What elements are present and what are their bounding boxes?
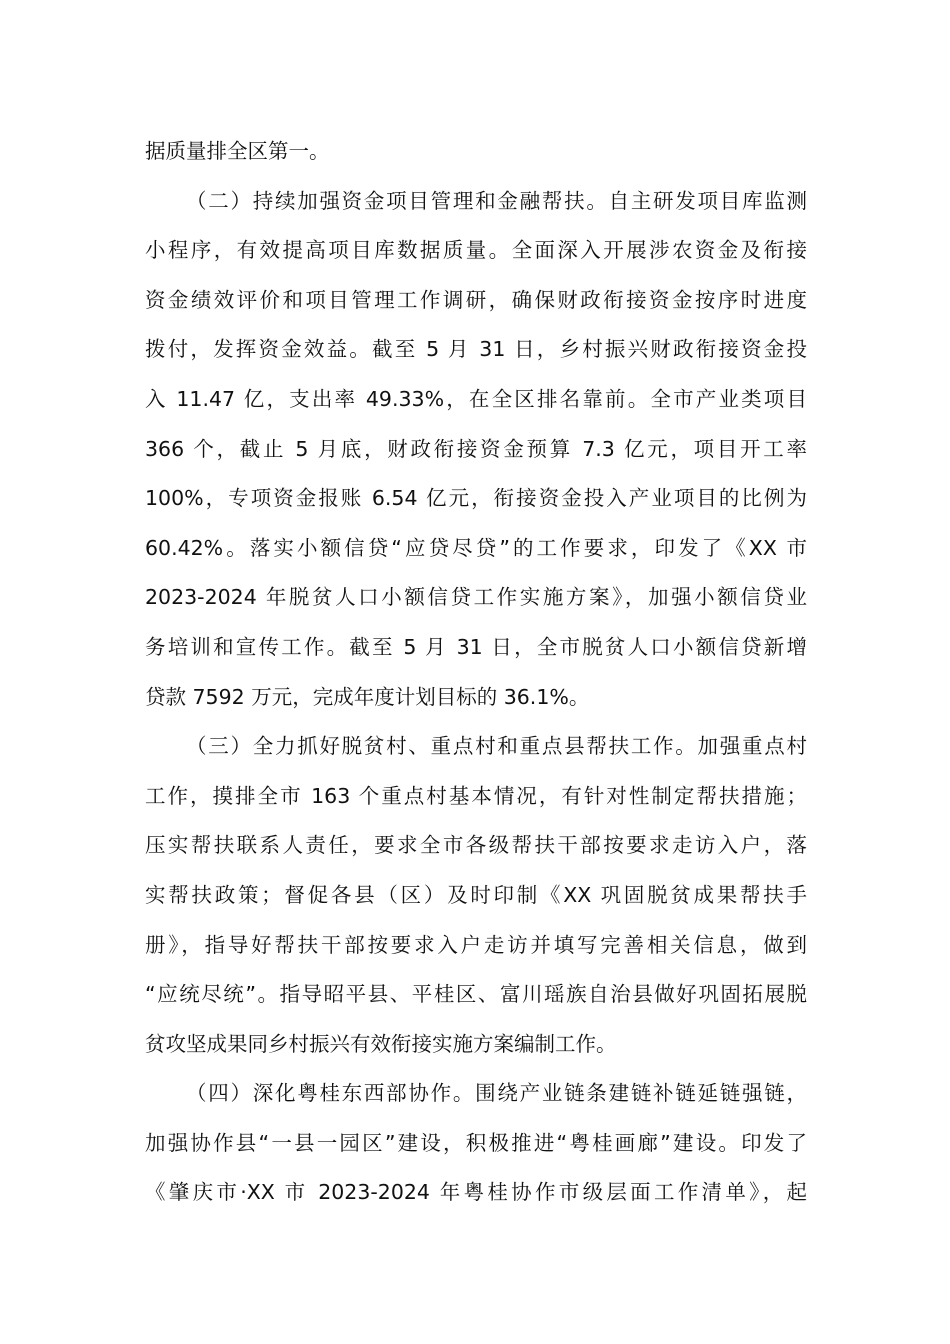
text-line: 工作，摸排全市 163 个重点村基本情况，有针对性制定帮扶措施； — [145, 783, 807, 808]
text-line: 《肇庆市·XX 市 2023-2024 年粤桂协作市级层面工作清单》，起 — [145, 1180, 807, 1205]
text-line: 贷款 7592 万元，完成年度计划目标的 36.1%。 — [145, 684, 590, 709]
text-line: （二）持续加强资金项目管理和金融帮扶。自主研发项目库监测 — [186, 188, 807, 213]
text-line: 60.42%。落实小额信贷“应贷尽贷”的工作要求，印发了《XX 市 — [145, 535, 807, 560]
text-line: 加强协作县“一县一园区”建设，积极推进“粤桂画廊”建设。印发了 — [145, 1130, 807, 1155]
paragraph-section-3 — [145, 722, 807, 1069]
text-line: 据质量排全区第一。 — [145, 139, 330, 163]
document-body — [145, 127, 807, 1218]
text-line: 压实帮扶联系人责任，要求全市各级帮扶干部按要求走访入户，落 — [145, 833, 807, 858]
text-line: 贫攻坚成果同乡村振兴有效衔接实施方案编制工作。 — [145, 1031, 617, 1056]
paragraph-continuation — [145, 127, 807, 177]
text-line: 册》，指导好帮扶干部按要求入户走访并填写完善相关信息，做到 — [145, 932, 807, 957]
text-line: “应统尽统”。指导昭平县、平桂区、富川瑶族自治县做好巩固拓展脱 — [145, 982, 807, 1007]
text-line: 入 11.47 亿，支出率 49.33%，在全区排名靠前。全市产业类项目 — [145, 386, 807, 411]
text-line: （三）全力抓好脱贫村、重点村和重点县帮扶工作。加强重点村 — [186, 734, 807, 759]
paragraph-section-4 — [145, 1069, 807, 1218]
paragraph-section-2 — [145, 177, 807, 723]
text-line: 拨付，发挥资金效益。截至 5 月 31 日，乡村振兴财政衔接资金投 — [145, 337, 807, 362]
text-line: 366 个，截止 5 月底，财政衔接资金预算 7.3 亿元，项目开工率 — [145, 436, 807, 461]
text-line: 小程序，有效提高项目库数据质量。全面深入开展涉农资金及衔接 — [145, 238, 807, 263]
text-line: 务培训和宣传工作。截至 5 月 31 日，全市脱贫人口小额信贷新增 — [145, 634, 807, 659]
text-line: 100%，专项资金报账 6.54 亿元，衔接资金投入产业项目的比例为 — [145, 486, 807, 511]
text-line: 2023-2024 年脱贫人口小额信贷工作实施方案》，加强小额信贷业 — [145, 585, 807, 610]
text-line: 实帮扶政策；督促各县（区）及时印制《XX 巩固脱贫成果帮扶手 — [145, 882, 807, 907]
text-line: （四）深化粤桂东西部协作。围绕产业链条建链补链延链强链， — [186, 1081, 807, 1106]
text-line: 资金绩效评价和项目管理工作调研，确保财政衔接资金按序时进度 — [145, 287, 807, 312]
